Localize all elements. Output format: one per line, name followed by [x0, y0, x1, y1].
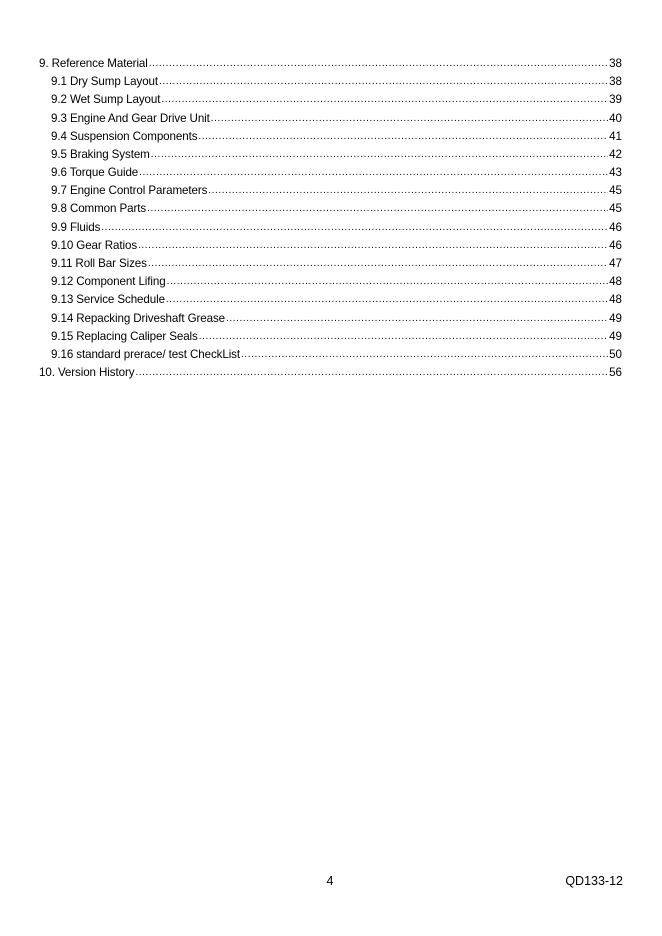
- toc-entry-repacking-driveshaft-grease[interactable]: [39, 310, 622, 328]
- toc-entry-page: 46: [609, 238, 622, 252]
- toc-entry-title: 9.6 Torque Guide: [51, 166, 139, 180]
- toc-entry-page: 38: [609, 56, 622, 70]
- toc-dot-leader: [226, 310, 608, 328]
- toc-entry-title: 9.8 Common Parts: [51, 202, 147, 216]
- toc-entry-title: 9.15 Replacing Caliper Seals: [51, 329, 198, 343]
- toc-dot-leader: [166, 291, 608, 309]
- toc-entry-title: 9.5 Braking System: [51, 147, 150, 161]
- toc-entry-page: 40: [609, 111, 622, 125]
- toc-dot-leader: [147, 200, 608, 218]
- toc-entry-title: 9.3 Engine And Gear Drive Unit: [51, 111, 210, 125]
- toc-entry-page: 56: [609, 366, 622, 380]
- toc-dot-leader: [149, 55, 608, 73]
- toc-entry-title: 9. Reference Material: [39, 56, 148, 70]
- toc-entry-title: 10. Version History: [39, 366, 135, 380]
- toc-entry-dry-sump-layout[interactable]: [39, 73, 622, 91]
- toc-entry-suspension-components[interactable]: [39, 128, 622, 146]
- toc-entry-title: 9.12 Component Lifing: [51, 275, 166, 289]
- toc-entry-title: 9.9 Fluids: [51, 220, 101, 234]
- toc-entry-engine-control-parameters[interactable]: [39, 182, 622, 200]
- toc-dot-leader: [148, 255, 608, 273]
- toc-entry-title: 9.11 Roll Bar Sizes: [51, 257, 147, 271]
- toc-entry-braking-system[interactable]: [39, 146, 622, 164]
- toc-entry-torque-guide[interactable]: [39, 164, 622, 182]
- toc-entry-wet-sump-layout[interactable]: [39, 91, 622, 109]
- toc-entry-fluids[interactable]: [39, 219, 622, 237]
- toc-entry-roll-bar-sizes[interactable]: [39, 255, 622, 273]
- toc-dot-leader: [138, 237, 608, 255]
- toc-entry-reference-material[interactable]: [39, 55, 622, 73]
- toc-dot-leader: [208, 182, 608, 200]
- table-of-contents: [39, 55, 622, 382]
- toc-dot-leader: [135, 364, 608, 382]
- toc-entry-title: 9.13 Service Schedule: [51, 293, 165, 307]
- toc-entry-page: 43: [609, 166, 622, 180]
- toc-entry-page: 49: [609, 311, 622, 325]
- toc-entry-component-lifing[interactable]: [39, 273, 622, 291]
- toc-entry-title: 9.16 standard prerace/ test CheckList: [51, 347, 240, 361]
- toc-entry-page: 50: [609, 347, 622, 361]
- toc-entry-title: 9.10 Gear Ratios: [51, 238, 138, 252]
- toc-dot-leader: [198, 128, 608, 146]
- toc-entry-title: 9.1 Dry Sump Layout: [51, 75, 159, 89]
- toc-entry-page: 41: [609, 129, 622, 143]
- toc-entry-prerace-test-checklist[interactable]: [39, 346, 622, 364]
- toc-entry-engine-gear-drive-unit[interactable]: [39, 110, 622, 128]
- toc-entry-version-history[interactable]: [39, 364, 622, 382]
- toc-entry-page: 39: [609, 93, 622, 107]
- toc-entry-page: 45: [609, 202, 622, 216]
- toc-dot-leader: [211, 110, 608, 128]
- toc-entry-gear-ratios[interactable]: [39, 237, 622, 255]
- toc-entry-page: 47: [609, 257, 622, 271]
- toc-dot-leader: [199, 328, 608, 346]
- toc-entry-service-schedule[interactable]: [39, 291, 622, 309]
- toc-dot-leader: [241, 346, 608, 364]
- toc-entry-common-parts[interactable]: [39, 201, 622, 219]
- toc-entry-title: 9.7 Engine Control Parameters: [51, 184, 208, 198]
- toc-entry-title: 9.4 Suspension Components: [51, 129, 198, 143]
- toc-entry-page: 38: [609, 75, 622, 89]
- toc-dot-leader: [139, 164, 608, 182]
- toc-entry-title: 9.14 Repacking Driveshaft Grease: [51, 311, 226, 325]
- toc-dot-leader: [151, 146, 608, 164]
- toc-entry-replacing-caliper-seals[interactable]: [39, 328, 622, 346]
- toc-entry-page: 45: [609, 184, 622, 198]
- toc-dot-leader: [159, 73, 608, 91]
- page-number: 4: [326, 874, 334, 888]
- toc-dot-leader: [167, 273, 609, 291]
- toc-entry-page: 48: [609, 293, 622, 307]
- toc-entry-title: 9.2 Wet Sump Layout: [51, 93, 161, 107]
- toc-dot-leader: [101, 219, 608, 237]
- toc-dot-leader: [161, 91, 608, 109]
- toc-entry-page: 48: [609, 275, 622, 289]
- toc-entry-page: 46: [609, 220, 622, 234]
- toc-entry-page: 42: [609, 147, 622, 161]
- toc-entry-page: 49: [609, 329, 622, 343]
- document-code: QD133-12: [565, 874, 623, 888]
